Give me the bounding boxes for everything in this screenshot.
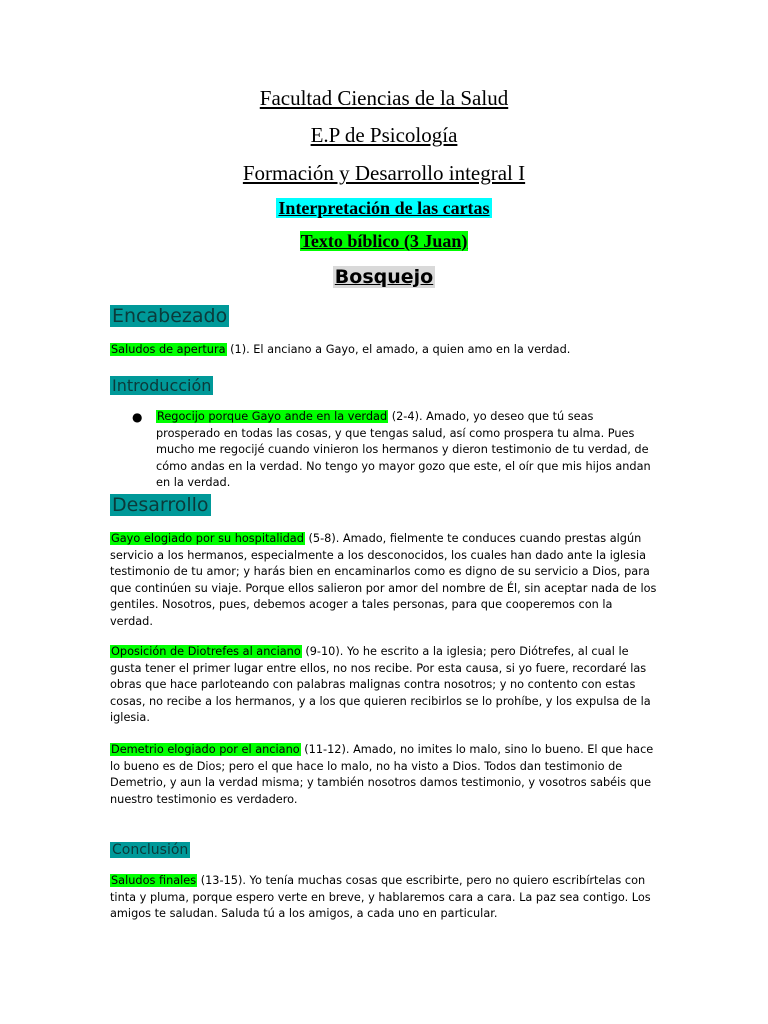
encabezado-highlight: Saludos de apertura xyxy=(111,343,226,356)
bullet-icon: ● xyxy=(132,410,143,424)
introduccion-highlight: Regocijo porque Gayo ande en la verdad xyxy=(157,410,388,423)
assignment-title: Interpretación de las cartas xyxy=(278,198,490,218)
section-heading-encabezado: Encabezado xyxy=(112,305,228,327)
desarrollo-text-1: (5-8). Amado, fielmente te conduces cuando prestas algún servicio a los hermanos, especialmente a los desconocidos, los cuales han dado ante la iglesia testimonio de tu amor; y harás bien en encaminarlos como es digno de su servicio a Dios, para que continúen su viaje. Porque ellos salieron por amor del nombre de Él, sin aceptar nada de los gentiles. Nosotros, pues, debemos acoger a tales personas, para que cooperemos con la verdad. xyxy=(110,532,657,628)
section-heading-desarrollo: Desarrollo xyxy=(112,494,209,516)
section-heading-introduccion: Introducción xyxy=(112,376,212,395)
desarrollo-text-3: (11-12). Amado, no imites lo malo, sino lo bueno. El que hace lo bueno es de Dios; pero el que hace lo malo, no ha visto a Dios. Todos dan testimonio de Demetrio, y aun la verdad misma; y también nosotros damos testimonio, y vosotros sabéis que nuestro testimonio es verdadero. xyxy=(110,743,654,806)
desarrollo-paragraph-1 xyxy=(110,531,658,631)
conclusion-paragraph xyxy=(110,873,658,923)
outline-title: Bosquejo xyxy=(334,266,434,288)
introduccion-list xyxy=(132,409,658,492)
course-title: Formación y Desarrollo integral I xyxy=(242,161,526,185)
desarrollo-highlight-2: Oposición de Diotrefes al anciano xyxy=(111,645,301,658)
list-item xyxy=(132,409,658,492)
introduccion-text: (2-4). Amado, yo deseo que tú seas prosperado en todas las cosas, y que tengas salud, así como prospera tu alma. Pues mucho me regocijé cuando vinieron los hermanos y dieron testimonio de tu verdad, de cómo andas en la verdad. No tengo yo mayor gozo que este, el oír que mis hijos andan en la verdad. xyxy=(156,410,651,490)
faculty-title: Facultad Ciencias de la Salud xyxy=(259,86,509,110)
encabezado-text: (1). El anciano a Gayo, el amado, a quien amo en la verdad. xyxy=(226,343,571,356)
conclusion-highlight: Saludos finales xyxy=(111,874,197,887)
desarrollo-paragraph-3 xyxy=(110,742,658,808)
section-heading-conclusion: Conclusión xyxy=(112,842,189,858)
conclusion-text: (13-15). Yo tenía muchas cosas que escribirte, pero no quiero escribírtelas con tinta y pluma, porque espero verte en breve, y hablaremos cara a cara. La paz sea contigo. Los amigos te saludan. Saluda tú a los amigos, a cada uno en particular. xyxy=(110,874,651,921)
desarrollo-highlight-1: Gayo elogiado por su hospitalidad xyxy=(111,532,304,545)
text-reference: Texto bíblico (3 Juan) xyxy=(300,231,468,251)
encabezado-paragraph xyxy=(110,342,658,359)
desarrollo-paragraph-2 xyxy=(110,644,658,727)
desarrollo-text-2: (9-10). Yo he escrito a la iglesia; pero Diótrefes, al cual le gusta tener el primer lugar entre ellos, no nos recibe. Por esta causa, si yo fuere, recordaré las obras que hace parloteando con palabras malignas contra nosotros; y no contento con estas cosas, no recibe a los hermanos, y a los que quieren recibirlos se lo prohíbe, y los expulsa de la iglesia. xyxy=(110,645,651,725)
desarrollo-highlight-3: Demetrio elogiado por el anciano xyxy=(111,743,300,756)
school-title: E.P de Psicología xyxy=(310,123,458,147)
